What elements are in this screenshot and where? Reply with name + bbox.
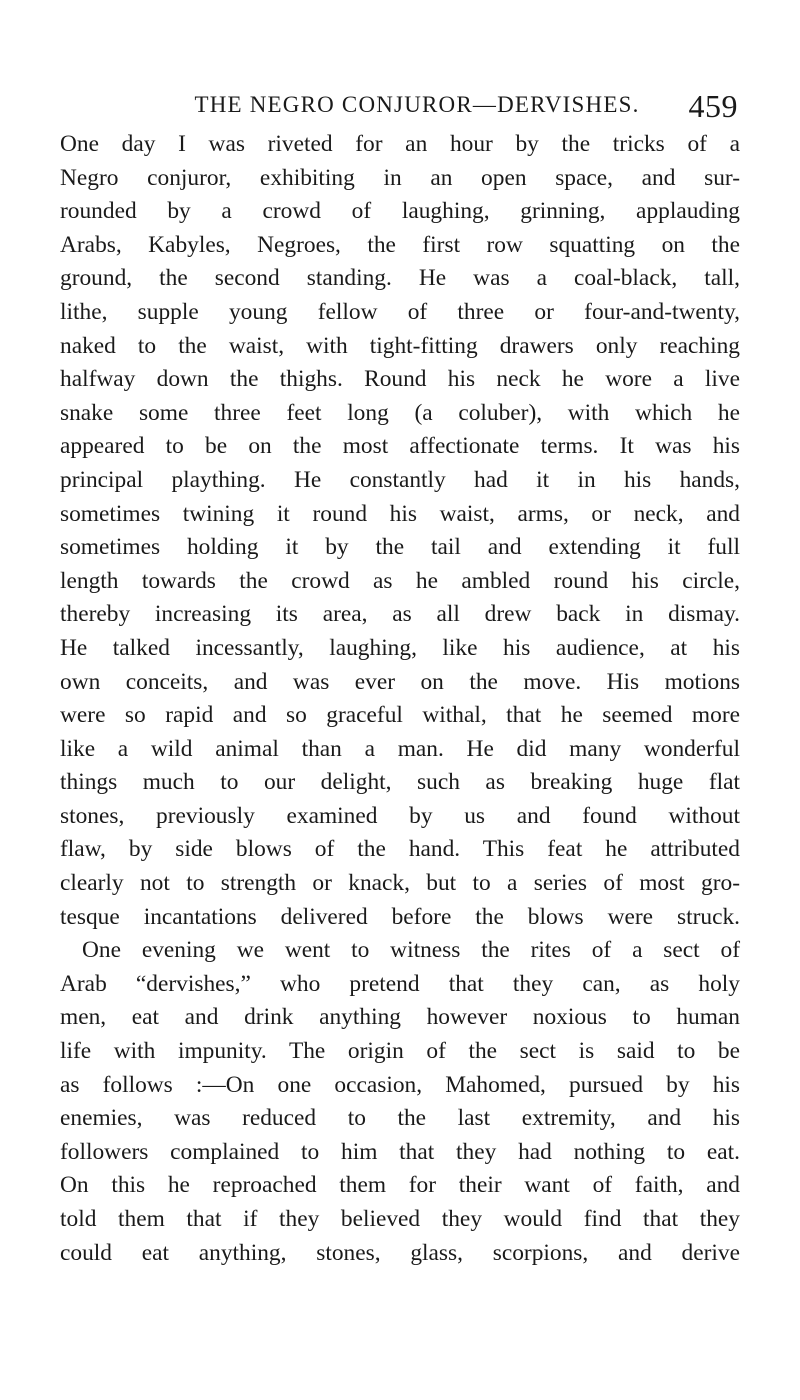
text-line: things much to our delight, such as breaking huge flat <box>60 769 740 796</box>
text-line: naked to the waist, with tight-fitting drawers only reaching <box>60 332 740 359</box>
text-line: were so rapid and so graceful withal, that he seemed more <box>60 702 740 729</box>
text-line: length towards the crowd as he ambled round his circle, <box>60 567 740 594</box>
text-line: flaw, by side blows of the hand. This feat he attributed <box>60 836 740 863</box>
text-line: Arabs, Kabyles, Negroes, the first row squatting on the <box>60 231 740 258</box>
text-line: enemies, was reduced to the last extremity, and his <box>60 1105 740 1132</box>
text-line: halfway down the thighs. Round his neck he wore a live <box>60 366 740 393</box>
text-line: own conceits, and was ever on the move. His motions <box>60 668 740 695</box>
text-line: principal plaything. He constantly had it in his hands, <box>60 466 740 493</box>
text-line: clearly not to strength or knack, but to a series of most gro- <box>60 870 740 897</box>
text-line: One day I was riveted for an hour by the tricks of a <box>60 131 740 157</box>
page-number: 459 <box>688 88 738 124</box>
text-line: He talked incessantly, laughing, like his audience, at his <box>60 634 740 661</box>
text-line: told them that if they believed they would find that they <box>60 1206 740 1232</box>
text-line: Negro conjuror, exhibiting in an open space, and sur- <box>60 164 740 191</box>
running-title: THE NEGRO CONJUROR—DERVISHES. <box>194 92 640 117</box>
text-line: tesque incantations delivered before the blows were struck. <box>60 903 740 930</box>
text-line: could eat anything, stones, glass, scorpions, and derive <box>60 1239 740 1266</box>
running-head <box>60 88 738 124</box>
text-line: On this he reproached them for their want of faith, and <box>60 1172 740 1199</box>
text-line: lithe, supple young fellow of three or four-and-twenty, <box>60 298 740 325</box>
text-line: stones, previously examined by us and found without <box>60 802 740 829</box>
text-line: life with impunity. The origin of the sect is said to be <box>60 1038 740 1065</box>
text-line: appeared to be on the most affectionate terms. It was his <box>60 433 740 460</box>
text-line: ground, the second standing. He was a coal-black, tall, <box>60 265 740 292</box>
text-line: like a wild animal than a man. He did many wonderful <box>60 735 740 762</box>
text-line: rounded by a crowd of laughing, grinning, applauding <box>60 198 740 225</box>
text-line: thereby increasing its area, as all drew back in dismay. <box>60 601 740 628</box>
text-line: sometimes twining it round his waist, arms, or neck, and <box>60 500 740 527</box>
text-line: as follows :—On one occasion, Mahomed, pursued by his <box>60 1071 740 1098</box>
text-line: followers complained to him that they had nothing to eat. <box>60 1138 740 1165</box>
text-line: men, eat and drink anything however noxious to human <box>60 1004 740 1031</box>
text-line: snake some three feet long (a coluber), with which he <box>60 399 740 426</box>
text-line: sometimes holding it by the tail and extending it full <box>60 534 740 561</box>
text-line: Arab “dervishes,” who pretend that they can, as holy <box>60 970 740 997</box>
text-line: One evening we went to witness the rites of a sect of <box>82 937 740 964</box>
body-text <box>60 128 740 1270</box>
